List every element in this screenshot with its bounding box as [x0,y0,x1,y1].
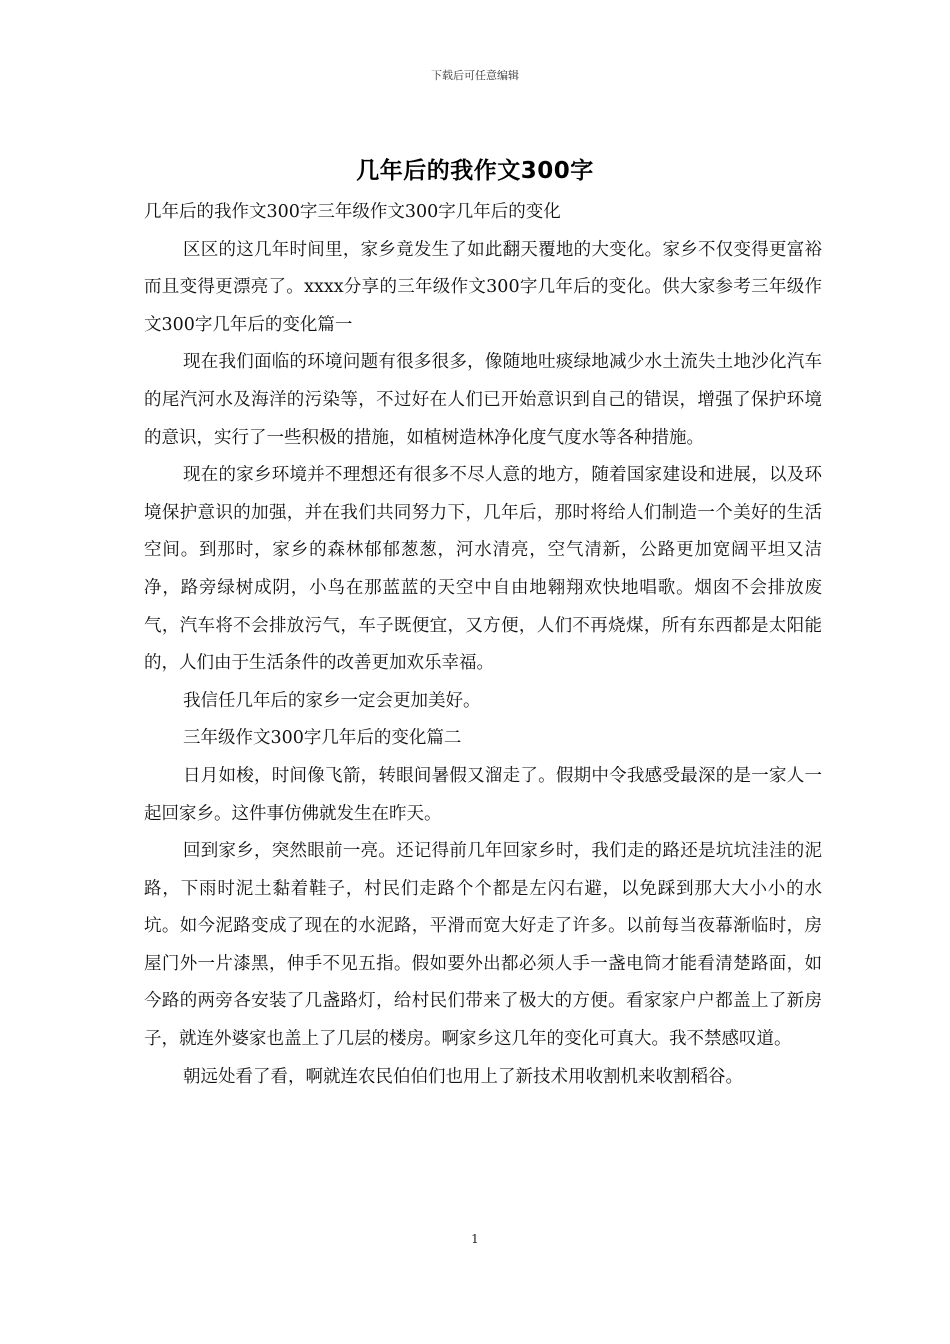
paragraph: 三年级作文300字几年后的变化篇二 [183,728,462,749]
paragraph: 日月如梭，时间像飞箭，转眼间暑假又溜走了。假期中令我感受最深的是一家人一起回家乡。这件事仿佛就发生在昨天。 [144,765,822,824]
paragraph: 朝远处看了看，啊就连农民伯伯们也用上了新技术用收割机来收割稻谷。 [183,1066,743,1087]
page-number: 1 [471,1232,479,1246]
paragraph: 我信任几年后的家乡一定会更加美好。 [183,690,481,711]
paragraph: 回到家乡，突然眼前一亮。还记得前几年回家乡时，我们走的路还是坑坑洼洼的泥路，下雨时泥土黏着鞋子，村民们走路个个都是左闪右避，以免踩到那大大小小的水坑。如今泥路变成了现在的水泥路，平滑而宽大好走了许多。以前每当夜幕渐临时，房屋门外一片漆黑，伸手不见五指。假如要外出都必须人手一盏电筒才能看清楚路面，如今路的两旁各安装了几盏路灯，给村民们带来了极大的方便。看家家户户都盖上了新房子，就连外婆家也盖上了几层的楼房。啊家乡这几年的变化可真大。我不禁感叹道。 [144,841,822,1050]
header-note: 下载后可任意编辑 [431,69,519,82]
body-text [144,194,822,1096]
paragraph: 现在的家乡环境并不理想还有很多不尽人意的地方，随着国家建设和进展，以及环境保护意识的加强，并在我们共同努力下，几年后，那时将给人们制造一个美好的生活空间。到那时，家乡的森林郁郁葱葱，河水清亮，空气清新，公路更加宽阔平坦又洁净，路旁绿树成阴，小鸟在那蓝蓝的天空中自由地翱翔欢快地唱歌。烟囱不会排放废气，汽车将不会排放污气，车子既便宜，又方便，人们不再烧煤，所有东西都是太阳能的，人们由于生活条件的改善更加欢乐幸福。 [144,465,822,674]
paragraph: 区区的这几年时间里，家乡竟发生了如此翻天覆地的大变化。家乡不仅变得更富裕而且变得更漂亮了。xxxx分享的三年级作文300字几年后的变化。供大家参考三年级作文300字几年后的变化篇一 [144,239,822,335]
paragraph: 现在我们面临的环境问题有很多很多，像随地吐痰绿地减少水土流失土地沙化汽车的尾汽河水及海洋的污染等，不过好在人们已开始意识到自己的错误，增强了保护环境的意识，实行了一些积极的措施，如植树造林净化度气度水等各种措施。 [144,352,822,448]
document-title: 几年后的我作文300字 [356,158,594,184]
paragraph: 几年后的我作文300字三年级作文300字几年后的变化 [144,202,561,222]
